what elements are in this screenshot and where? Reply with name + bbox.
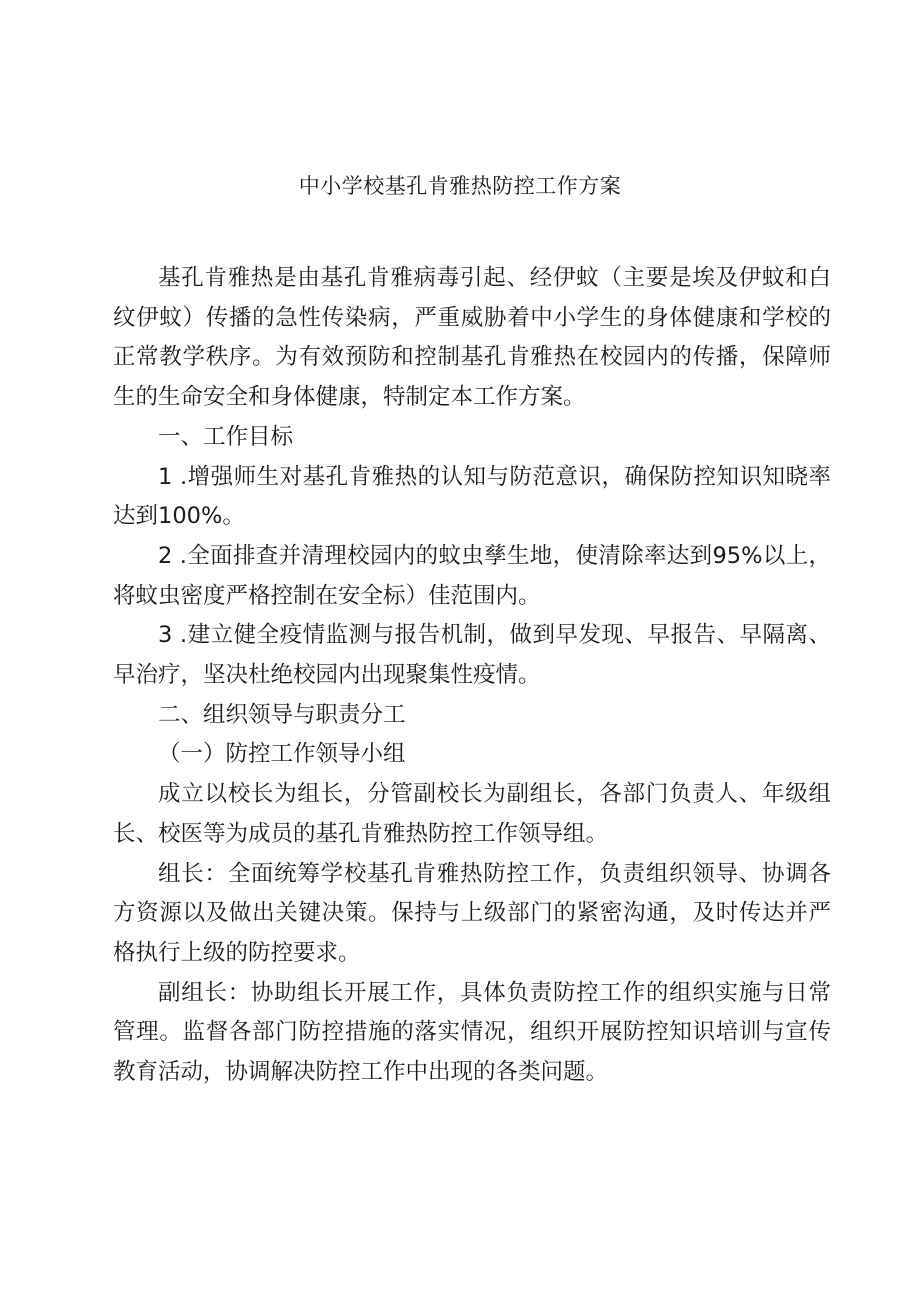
- document-body: [113, 259, 831, 1093]
- section-heading-goals: 一、工作目标: [158, 423, 294, 450]
- leadership-group-paragraph: 成立以校长为组长，分管副校长为副组长，各部门负责人、年级组长、校医等为成员的基孔肯雅热防控工作领导组。: [113, 781, 831, 847]
- goal-item-3: 3 .建立健全疫情监测与报告机制，做到早发现、早报告、早隔离、早治疗，坚决杜绝校园内出现聚集性疫情。: [113, 622, 831, 689]
- intro-paragraph: 基孔肯雅热是由基孔肯雅病毒引起、经伊蚊（主要是埃及伊蚊和白纹伊蚊）传播的急性传染病，严重威胁着中小学生的身体健康和学校的正常教学秩序。为有效预防和控制基孔肯雅热在校园内的传播，保障师生的生命安全和身体健康，特制定本工作方案。: [113, 265, 831, 411]
- deputy-leader-duties-paragraph: 副组长：协助组长开展工作，具体负责防控工作的组织实施与日常管理。监督各部门防控措施的落实情况，组织开展防控知识培训与宣传教育活动，协调解决防控工作中出现的各类问题。: [113, 979, 831, 1086]
- leader-duties-paragraph: 组长：全面统筹学校基孔肯雅热防控工作，负责组织领导、协调各方资源以及做出关键决策。保持与上级部门的紧密沟通，及时传达并严格执行上级的防控要求。: [113, 860, 831, 966]
- document-title: 中小学校基孔肯雅热防控工作方案: [298, 174, 622, 198]
- goal-item-2: 2 .全面排查并清理校园内的蚊虫孳生地，使清除率达到95%以上，将蚊虫密度严格控制在安全标）佳范围内。: [113, 542, 831, 609]
- goal-item-1: 1 .增强师生对基孔肯雅热的认知与防范意识，确保防控知识知晓率达到100%。: [113, 463, 831, 530]
- section-heading-organization: 二、组织领导与职责分工: [158, 701, 406, 728]
- subsection-heading-leadership-group: （一）防控工作领导小组: [158, 741, 406, 768]
